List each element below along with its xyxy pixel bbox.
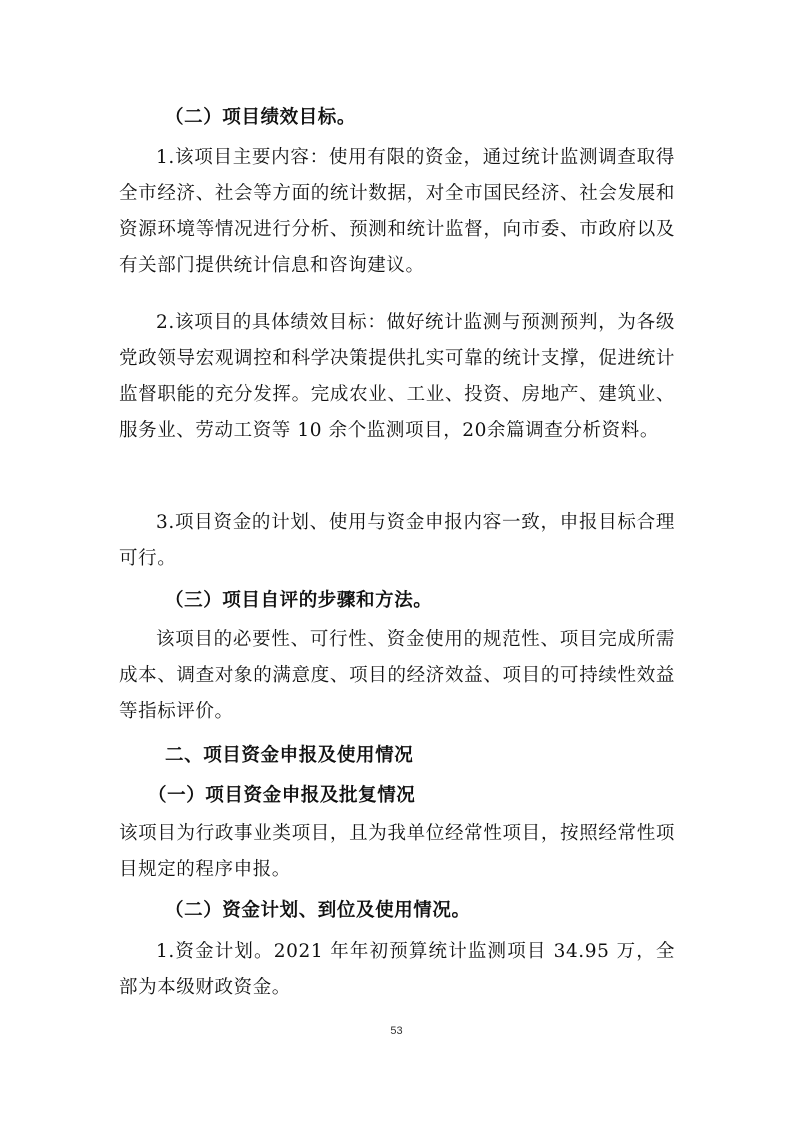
paragraph-fund-consistency: 3.项目资金的计划、使用与资金申报内容一致，申报目标合理可行。 [119,512,675,569]
paragraph-specific-goals: 2.该项目的具体绩效目标：做好统计监测与预测预判，为各级党政领导宏观调控和科学决策提供扎实可靠的统计支撑，促进统计监督职能的充分发挥。完成农业、工业、投资、房地产、建筑业、服务业、劳动工资等 10 余个监测项目，20余篇调查分析资料。 [119,312,675,441]
paragraph-fund-plan: 1.资金计划。2021 年年初预算统计监测项目 34.95 万，全部为本级财政资金。 [119,941,675,998]
heading-fund-plan-usage: （二）资金计划、到位及使用情况。 [165,900,471,921]
heading-fund-application: （一）项目资金申报及批复情况 [148,785,416,806]
heading-performance-goal: （二）项目绩效目标。 [165,107,357,128]
page-number: 53 [390,1025,403,1037]
paragraph-project-type: 该项目为行政事业类项目，且为我单位经常性项目，按照经常性项目规定的程序申报。 [119,823,675,880]
heading-self-eval-steps: （三）项目自评的步骤和方法。 [165,590,433,611]
paragraph-evaluation-indicators: 该项目的必要性、可行性、资金使用的规范性、项目完成所需成本、调查对象的满意度、项目的经济效益、项目的可持续性效益等指标评价。 [119,629,675,722]
paragraph-main-content: 1.该项目主要内容：使用有限的资金，通过统计监测调查取得全市经济、社会等方面的统计数据，对全市国民经济、社会发展和资源环境等情况进行分析、预测和统计监督，向市委、市政府以及有关部门提供统计信息和咨询建议。 [119,147,675,276]
heading-section-2: 二、项目资金申报及使用情况 [165,745,414,766]
